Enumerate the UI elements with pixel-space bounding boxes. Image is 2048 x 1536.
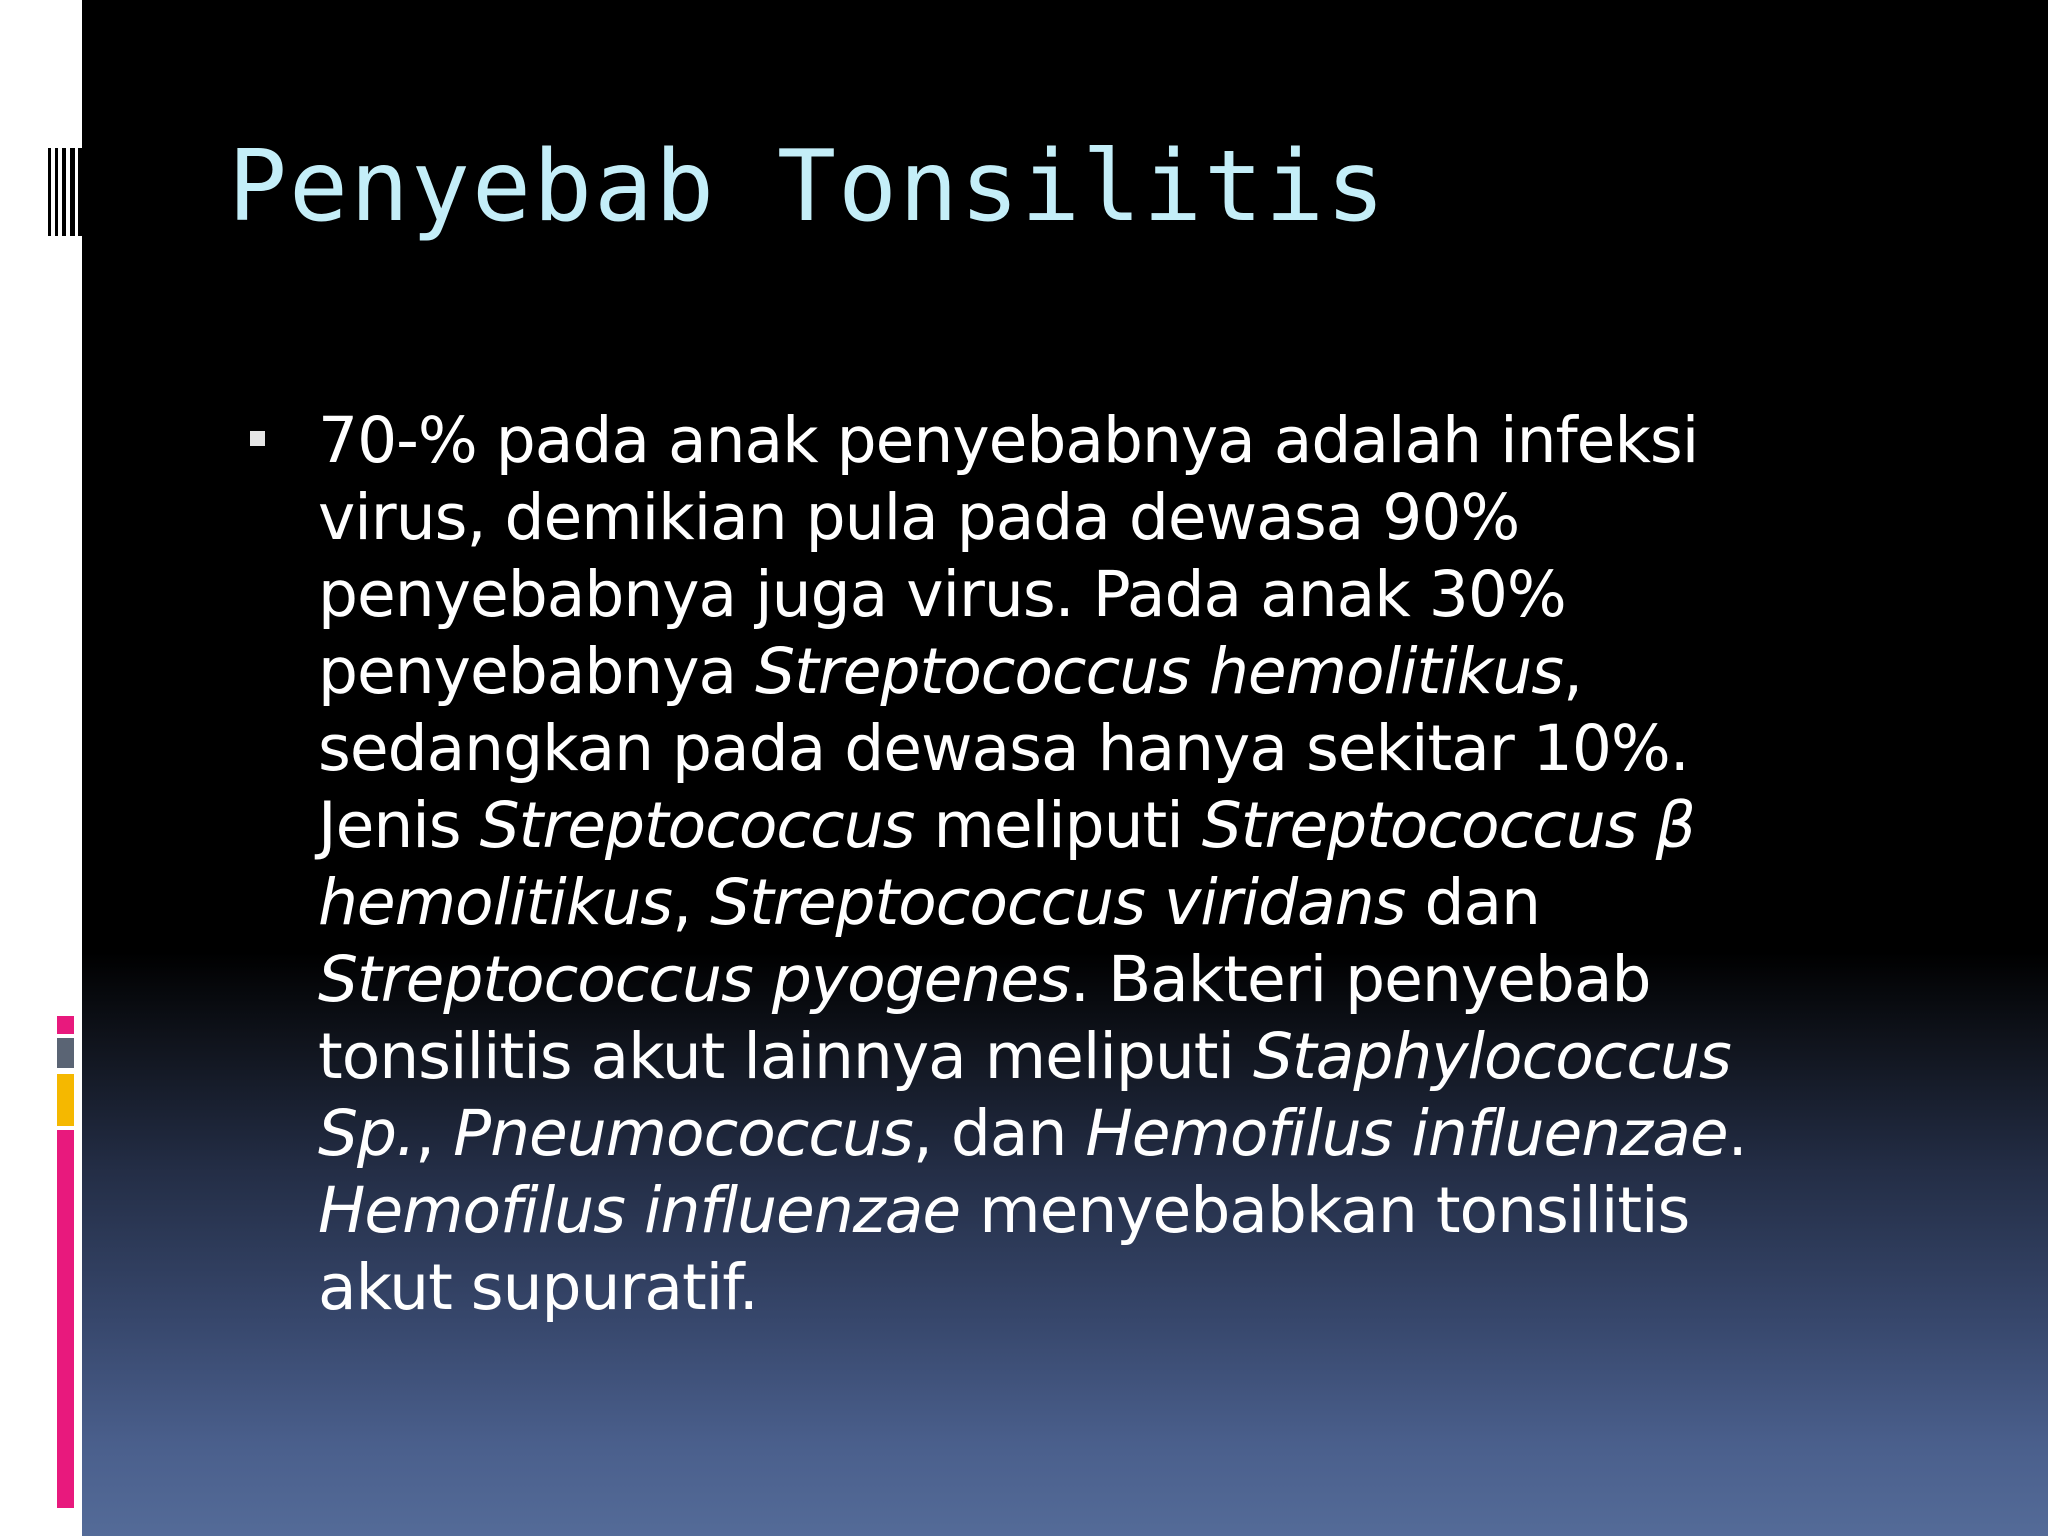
slide-title: Penyebab Tonsilitis — [228, 130, 1388, 244]
text-segment: . — [1727, 1097, 1747, 1170]
text-segment: . Bakteri penyebab tonsilitis akut lainnya meliputi — [318, 943, 1651, 1093]
text-segment: , — [415, 1097, 454, 1170]
accent-gray — [57, 1038, 74, 1068]
text-segment: , sedangkan pada dewasa hanya sekitar 10%. Jenis — [318, 635, 1689, 862]
accent-yellow — [57, 1074, 74, 1126]
text-segment: meliputi — [914, 789, 1202, 862]
italic-term: Streptococcus viridans — [710, 866, 1406, 939]
italic-term: Pneumococcus — [453, 1097, 913, 1170]
italic-term: Streptococcus β hemolitikus — [318, 789, 1695, 939]
text-segment: 70-% pada anak penyebabnya adalah infeksi virus, demikian pula pada dewasa 90% penyebabnya juga virus. Pada anak 30% penyebabnya — [318, 404, 1699, 708]
italic-term: Staphylococcus Sp. — [318, 1020, 1731, 1170]
italic-term: Streptococcus — [479, 789, 915, 862]
square-bullet-icon — [250, 431, 265, 446]
stripe-pattern — [48, 148, 82, 236]
accent-pink-long — [57, 1130, 74, 1508]
text-segment: menyebabkan tonsilitis akut supuratif. — [318, 1174, 1690, 1324]
italic-term: Hemofilus influenzae — [1085, 1097, 1728, 1170]
italic-term: Hemofilus influenzae — [318, 1174, 961, 1247]
bullet-list — [244, 402, 1824, 1326]
bullet-item — [244, 402, 1824, 1326]
left-margin — [0, 0, 82, 1536]
text-segment: , — [672, 866, 711, 939]
italic-term: Streptococcus hemolitikus — [755, 635, 1564, 708]
text-segment: , dan — [912, 1097, 1086, 1170]
bullet-text — [318, 404, 1747, 1324]
accent-pink-top — [57, 1016, 74, 1034]
italic-term: Streptococcus pyogenes — [318, 943, 1070, 1016]
text-segment: dan — [1405, 866, 1541, 939]
